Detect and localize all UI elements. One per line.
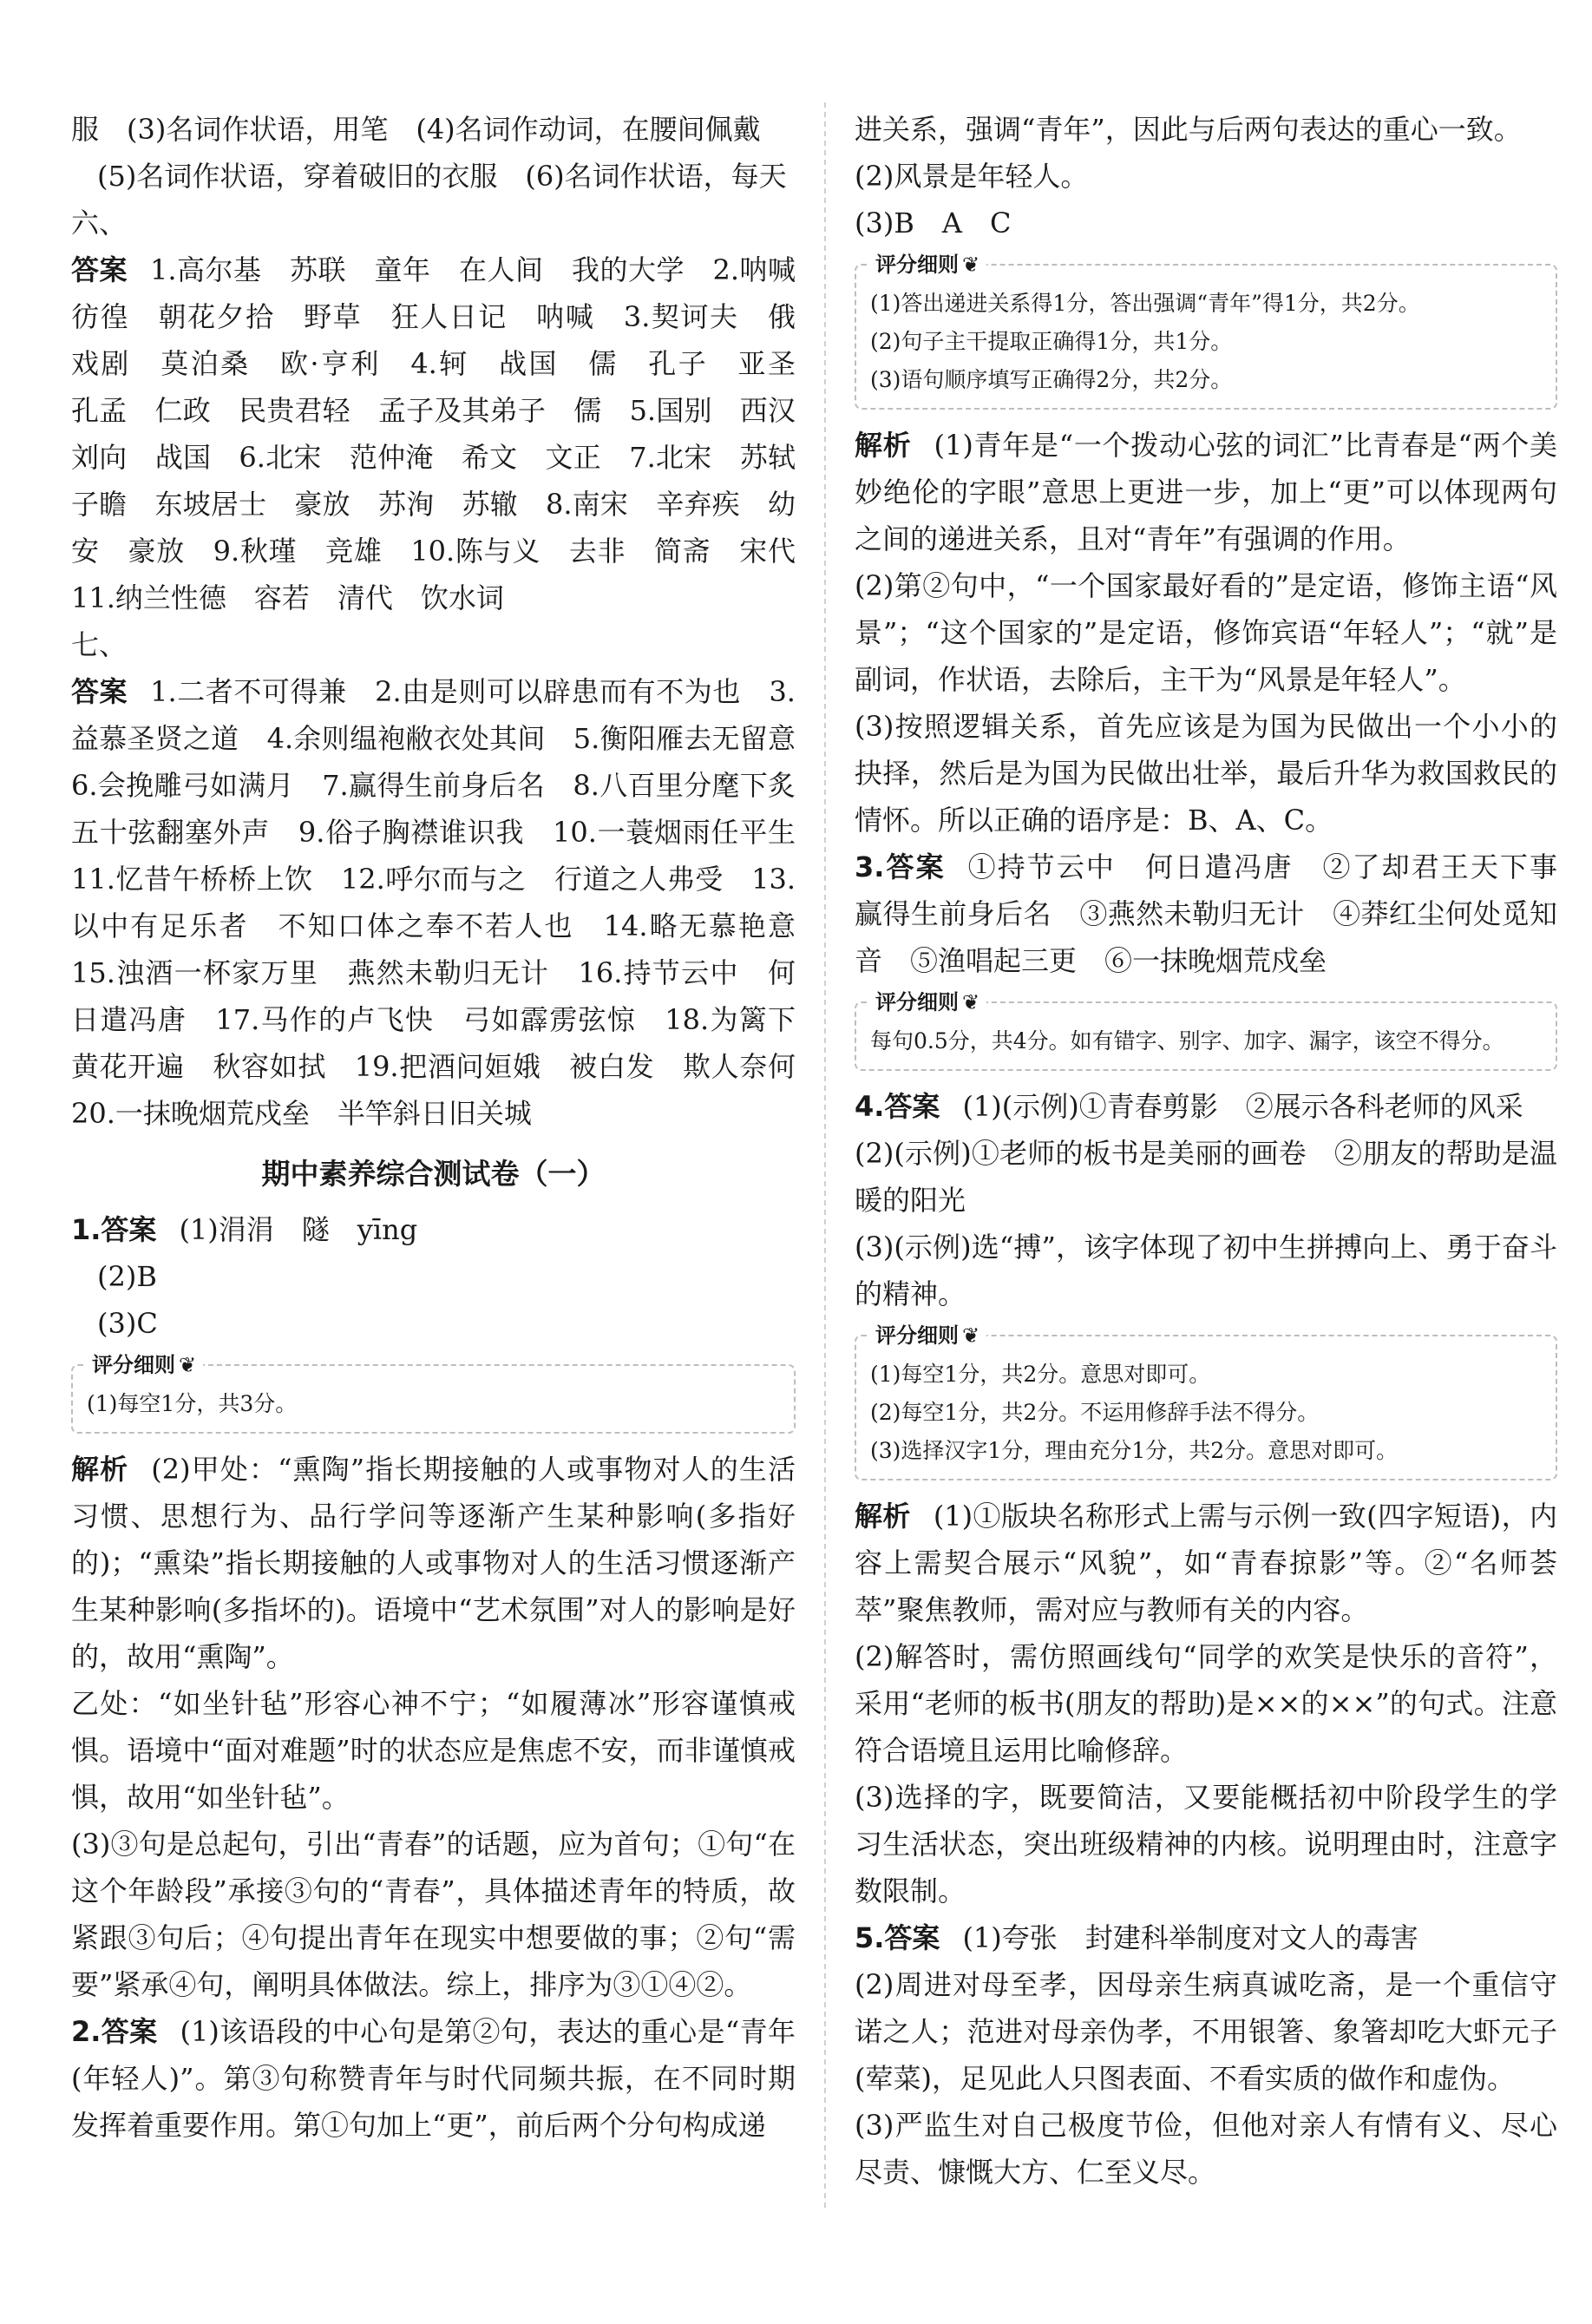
answer-text: (1)涓涓 隧 yīng xyxy=(179,1213,418,1246)
scoring-rules-label: 评分细则 xyxy=(92,1353,175,1377)
question-number: 1. xyxy=(71,1213,102,1246)
leaf-icon: ❦ xyxy=(962,1323,980,1348)
scoring-rules-box xyxy=(71,1353,796,1434)
analysis-line: (2)第②句中，“一个国家最好看的”是定语，修饰主语“风景”；“这个国家的”是定语，修饰宾语“年轻人”；“就”是副词，作状语，去除后，主干为“风景是年轻人”。 xyxy=(855,569,1557,696)
rule-line: (1)每空1分，共3分。 xyxy=(87,1391,298,1416)
question-number: 2. xyxy=(71,2015,102,2048)
scoring-rules-box xyxy=(855,990,1557,1071)
analysis-line: (3)选择的字，既要简洁，又要能概括初中阶段学生的学习生活状态，突出班级精神的内核。说明理由时，注意字数限制。 xyxy=(855,1781,1557,1907)
analysis-line: (3)按照逻辑关系，首先应该是为国为民做出一个小小的抉择，然后是为国为民做出壮举，最后升华为救国救民的情怀。所以正确的语序是：B、A、C。 xyxy=(855,710,1557,837)
column-divider xyxy=(824,102,826,2211)
analysis-label: 解析 xyxy=(71,1453,129,1486)
q3-answer xyxy=(855,844,1585,984)
analysis-text: (2)甲处：“熏陶”指长期接触的人或事物对人的生活习惯、思想行为、品行学问等逐渐产生某种影响(多指好的)；“熏染”指长期接触的人或事物对人的生活习惯逐渐产生某种影响(多指坏的)。语境中“艺术氛围”对人的影响是好的，故用“熏陶”。 xyxy=(71,1453,796,1673)
answer-label: 答案 xyxy=(884,850,946,883)
leaf-icon: ❦ xyxy=(179,1353,197,1377)
scoring-rules-title xyxy=(868,989,986,1015)
answer-text: (1)该语段的中心句是第②句，表达的重心是“青年(年轻人)”。第③句称赞青年与时代同频共振，在不同时期发挥着重要作用。第①句加上“更”，前后两个分句构成递 xyxy=(71,2015,796,2142)
scoring-rules-label: 评分细则 xyxy=(875,990,959,1014)
answer-label: 答案 xyxy=(101,2015,158,2048)
answer-text: ①持节云中 何日遣冯唐 ②了却君王天下事 赢得生前身后名 ③燕然未勒归无计 ④莽红尘何处觅知音 ⑤渔唱起三更 ⑥一抹晚烟荒戍垒 xyxy=(855,850,1585,977)
analysis-text: (1)①版块名称形式上需与示例一致(四字短语)，内容上需契合展示“风貌”，如“青春掠影”等。②“名师荟萃”聚焦教师，需对应与教师有关的内容。 xyxy=(855,1500,1557,1626)
answer-label: 答案 xyxy=(71,675,128,708)
analysis-label: 解析 xyxy=(855,429,912,462)
question-number: 5. xyxy=(855,1921,885,1954)
answer-line: 进关系，强调“青年”，因此与后两句表达的重心一致。 xyxy=(855,113,1522,146)
continued-line: (5)名词作状语，穿着破旧的衣服 (6)名词作状语，每天 xyxy=(97,160,787,193)
test-title: 期中素养综合测试卷（一） xyxy=(261,1157,606,1191)
answer-line: (3)(示例)选“搏”，该字体现了初中生拼搏向上、勇于奋斗的精神。 xyxy=(855,1231,1557,1310)
question-number: 3. xyxy=(855,850,885,883)
rule-line: 每句0.5分，共4分。如有错字、别字、加字、漏字，该空不得分。 xyxy=(870,1028,1504,1054)
analysis-line: 乙处：“如坐针毡”形容心神不宁；“如履薄冰”形容谨慎戒惧。语境中“面对难题”时的状态应是焦虑不安，而非谨慎戒惧，故用“如坐针毡”。 xyxy=(71,1687,796,1814)
analysis xyxy=(855,422,1557,562)
rule-line: (2)句子主干提取正确得1分，共1分。 xyxy=(870,329,1233,354)
q5-answer xyxy=(855,1914,1557,1961)
answer-text: 1.二者不可得兼 2.由是则可以辟患而有不为也 3.益慕圣贤之道 4.余则缊袍敝衣处其间 5.衡阳雁去无留意 6.会挽雕弓如满月 7.赢得生前身后名 8.八百里分麾下炙 五十弦翻塞外声 9.俗子胸襟谁识我 10.一蓑烟雨任平生 11.忆昔午桥桥上饮 12.呼尔而与之 行道之人弗受 13.以中有足乐者 不知口体之奉不若人也 14.略无慕艳意 15.浊酒一杯家万里 燕然未勒归无计 16.持节云中 何日遣冯唐 17.马作的卢飞快 弓如霹雳弦惊 18.为篱下黄花开遍 秋容如拭 19.把酒问姮娥 被白发 欺人奈何 20.一抹晚烟荒戍垒 半竿斜日旧关城 xyxy=(71,675,824,1130)
answer-line: (3)严监生对自己极度节俭，但他对亲人有情有义、尽心尽责、慷慨大方、仁至义尽。 xyxy=(855,2109,1557,2189)
answer-line: (3)C xyxy=(97,1307,158,1340)
analysis xyxy=(855,1493,1557,1633)
right-column xyxy=(855,106,1585,2196)
answer-line: (3)B A C xyxy=(855,207,1012,240)
leaf-icon: ❦ xyxy=(962,990,980,1014)
answer-line: (2)风景是年轻人。 xyxy=(855,160,1089,193)
answer-text: (1)(示例)①青春剪影 ②展示各科老师的风采 xyxy=(962,1090,1523,1123)
rule-line: (3)语句顺序填写正确得2分，共2分。 xyxy=(870,367,1233,392)
analysis xyxy=(71,1446,796,1680)
q4-answer xyxy=(855,1083,1557,1130)
section-7-answer xyxy=(71,668,824,1137)
answer-label: 答案 xyxy=(884,1921,940,1954)
answer-line: (2)B xyxy=(97,1260,157,1293)
answer-text: (1)夸张 封建科举制度对文人的毒害 xyxy=(962,1921,1418,1954)
section-6-answer xyxy=(71,246,824,621)
scoring-rules-title xyxy=(85,1352,203,1378)
answer-line: (2)(示例)①老师的板书是美丽的画卷 ②朋友的帮助是温暖的阳光 xyxy=(855,1137,1557,1217)
rule-line: (1)答出递进关系得1分，答出强调“青年”得1分，共2分。 xyxy=(870,291,1420,316)
scoring-rules-title xyxy=(868,1323,986,1349)
rule-line: (1)每空1分，共2分。意思对即可。 xyxy=(870,1362,1211,1387)
scoring-rules-title xyxy=(868,252,986,278)
answer-text: 1.高尔基 苏联 童年 在人间 我的大学 2.呐喊 彷徨 朝花夕拾 野草 狂人日记 呐喊 3.契诃夫 俄 戏剧 莫泊桑 欧·亨利 4.轲 战国 儒 孔子 亚圣 孔孟 仁政 民贵君轻 孟子及其弟子 儒 5.国别 西汉 刘向 战国 6.北宋 范仲淹 希文 文正 7.北宋 苏轼 子瞻 东坡居士 豪放 苏洵 苏辙 8.南宋 辛弃疾 幼安 豪放 9.秋瑾 竞雄 10.陈与义 去非 简斋 宋代 11.纳兰性德 容若 清代 饮水词 xyxy=(71,253,824,614)
section-heading: 七、 xyxy=(71,628,128,661)
question-number: 4. xyxy=(855,1090,885,1123)
scoring-rules-label: 评分细则 xyxy=(875,253,959,277)
scoring-rules-box xyxy=(855,253,1557,410)
analysis-line: (2)解答时，需仿照画线句“同学的欢笑是快乐的音符”，采用“老师的板书(朋友的帮助)是××的××”的句式。注意符合语境且运用比喻修辞。 xyxy=(855,1640,1557,1767)
continued-line: 服 (3)名词作状语，用笔 (4)名词作动词，在腰间佩戴 xyxy=(71,113,761,146)
rule-line: (3)选择汉字1分，理由充分1分，共2分。意思对即可。 xyxy=(870,1438,1399,1463)
scoring-rules-label: 评分细则 xyxy=(875,1323,959,1348)
scoring-rules-box xyxy=(855,1323,1557,1480)
answer-line: (2)周进对母至孝，因母亲生病真诚吃斋，是一个重信守诺之人；范进对母亲伪孝，不用银箸、象箸却吃大虾元子(荤菜)，足见此人只图表面、不看实质的做作和虚伪。 xyxy=(855,1968,1557,2095)
q1-answer xyxy=(71,1206,796,1253)
rule-line: (2)每空1分，共2分。不运用修辞手法不得分。 xyxy=(870,1400,1320,1425)
left-column xyxy=(71,106,824,2149)
answer-label: 答案 xyxy=(884,1090,940,1123)
q2-answer xyxy=(71,2008,796,2149)
analysis-text: (1)青年是“一个拨动心弦的词汇”比青春是“两个美妙绝伦的字眼”意思上更进一步，加上“更”可以体现两句之间的递进关系，且对“青年”有强调的作用。 xyxy=(855,429,1557,555)
analysis-label: 解析 xyxy=(855,1500,911,1533)
answer-label: 答案 xyxy=(101,1213,157,1246)
section-heading: 六、 xyxy=(71,207,128,240)
answer-label: 答案 xyxy=(71,253,128,286)
analysis-line: (3)③句是总起句，引出“青春”的话题，应为首句；①句“在这个年龄段”承接③句的“青春”，具体描述青年的特质，故紧跟③句后；④句提出青年在现实中想要做的事；②句“需要”紧承④句，阐明具体做法。综上，排序为③①④②。 xyxy=(71,1828,796,2001)
leaf-icon: ❦ xyxy=(962,253,980,277)
